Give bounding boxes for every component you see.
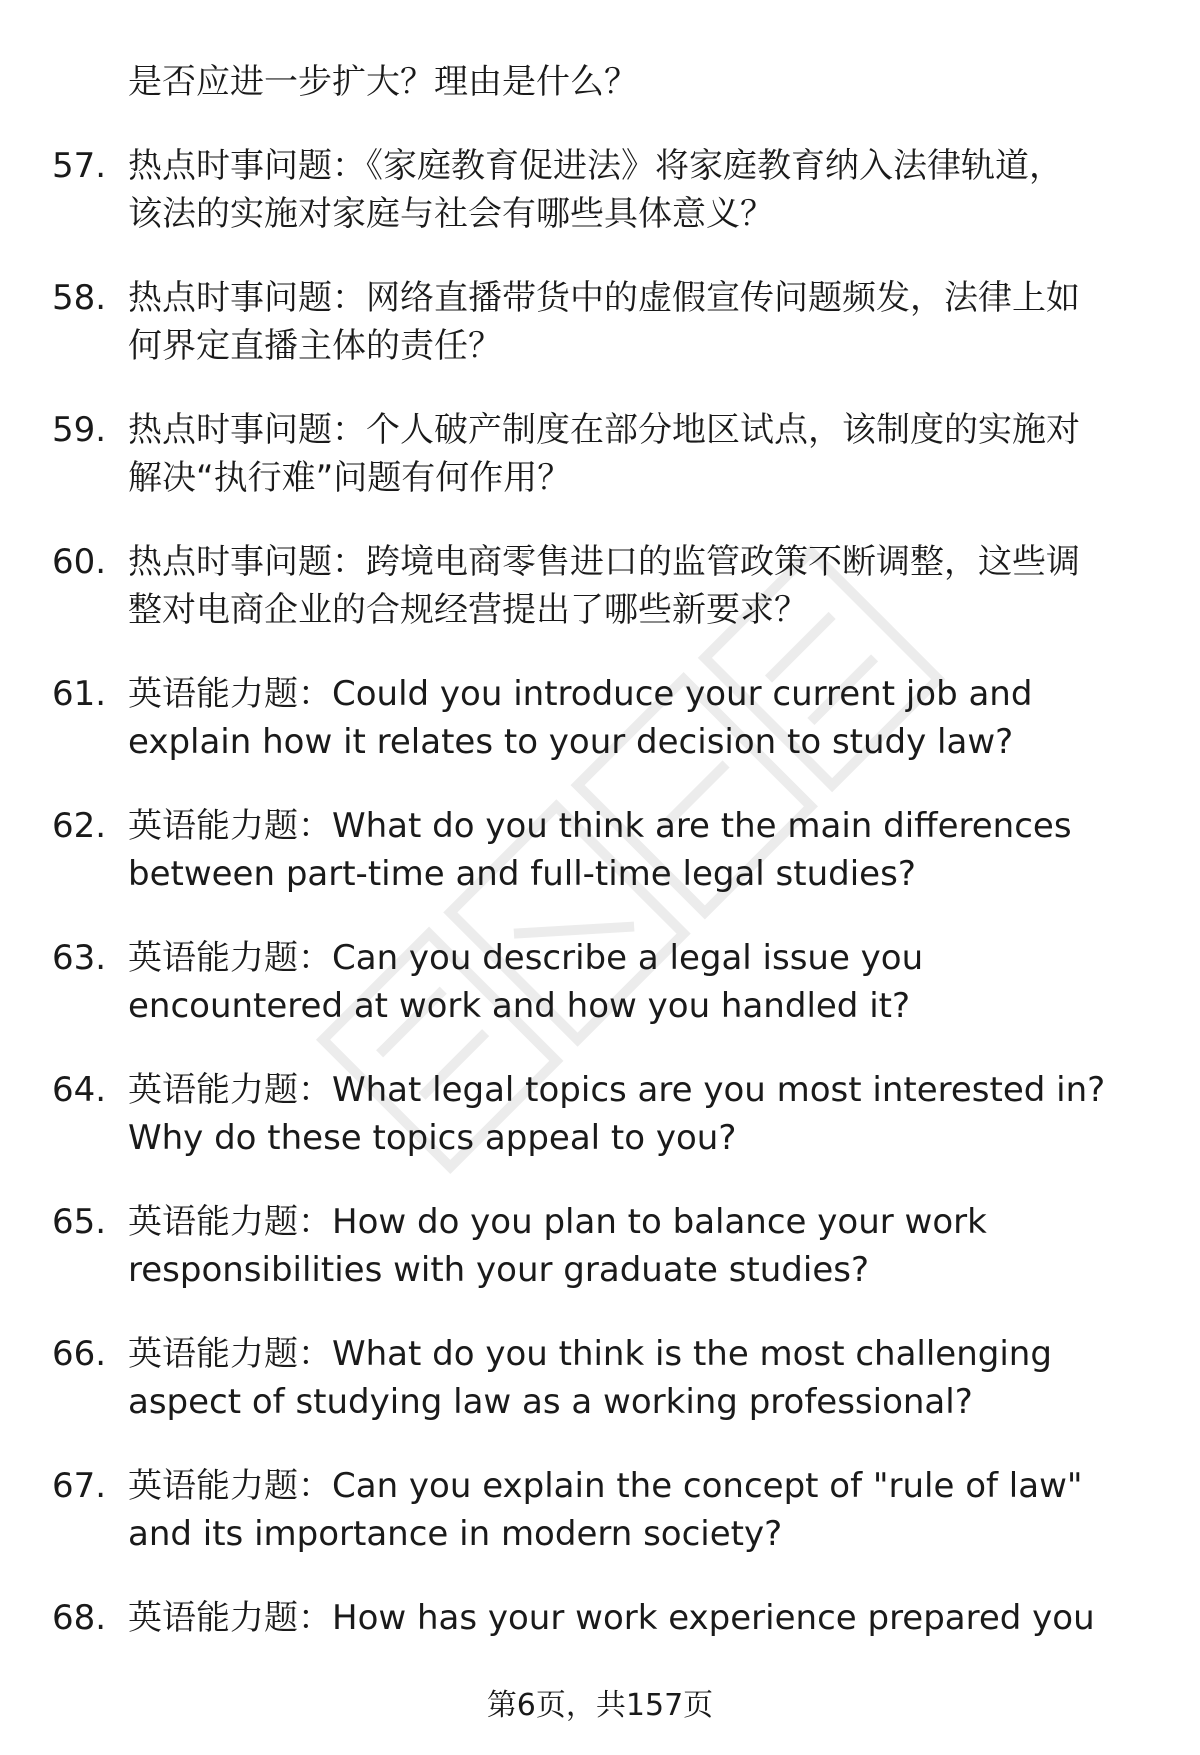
question-line: 英语能力题：Can you explain the concept of "rule of law" — [128, 1466, 1083, 1506]
question-number: 63. — [52, 938, 107, 978]
question-text — [128, 934, 1138, 1030]
question-line: 英语能力题：Can you describe a legal issue you — [128, 938, 924, 978]
question-text — [128, 274, 1138, 370]
question-number: 68. — [52, 1598, 107, 1638]
question-line: Why do these topics appeal to you? — [128, 1118, 737, 1158]
question-number: 62. — [52, 806, 107, 846]
question-line: 英语能力题：What legal topics are you most interested in? — [128, 1070, 1106, 1110]
page-footer: 第6页，共157页 — [486, 1688, 714, 1723]
question-line: 热点时事问题：跨境电商零售进口的监管政策不断调整，这些调 — [128, 542, 1080, 582]
question-text — [128, 670, 1138, 766]
question-text — [128, 1462, 1138, 1558]
question-line: explain how it relates to your decision to study law? — [128, 722, 1014, 762]
question-line: encountered at work and how you handled it? — [128, 986, 911, 1026]
question-item — [0, 1066, 1200, 1198]
question-text — [128, 538, 1138, 634]
question-number: 58. — [52, 278, 107, 318]
question-item — [0, 538, 1200, 670]
question-text — [128, 1594, 1138, 1642]
question-line: 该法的实施对家庭与社会有哪些具体意义？ — [128, 194, 774, 234]
question-line: 英语能力题：How has your work experience prepared you — [128, 1598, 1095, 1638]
question-line: responsibilities with your graduate studies? — [128, 1250, 870, 1290]
question-56-continuation: 是否应进一步扩大？理由是什么？ — [128, 62, 638, 102]
question-number: 59. — [52, 410, 107, 450]
question-line: 解决“执行难”问题有何作用？ — [128, 458, 572, 498]
question-line: between part-time and full-time legal studies? — [128, 854, 916, 894]
question-text — [128, 802, 1138, 898]
question-text — [128, 1198, 1138, 1294]
question-number: 57. — [52, 146, 107, 186]
question-item — [0, 142, 1200, 274]
question-text — [128, 1066, 1138, 1162]
question-line: 热点时事问题：《家庭教育促进法》将家庭教育纳入法律轨道， — [128, 146, 1063, 186]
question-item — [0, 274, 1200, 406]
question-text — [128, 1330, 1138, 1426]
question-line: aspect of studying law as a working professional? — [128, 1382, 973, 1422]
question-text — [128, 142, 1138, 238]
question-number: 65. — [52, 1202, 107, 1242]
question-item — [0, 1330, 1200, 1462]
question-line: 英语能力题：How do you plan to balance your work — [128, 1202, 987, 1242]
question-item — [0, 934, 1200, 1066]
question-line: 英语能力题：What do you think are the main differences — [128, 806, 1072, 846]
question-item — [0, 670, 1200, 802]
question-number: 64. — [52, 1070, 107, 1110]
question-number: 67. — [52, 1466, 107, 1506]
question-line: and its importance in modern society? — [128, 1514, 783, 1554]
question-line: 热点时事问题：个人破产制度在部分地区试点，该制度的实施对 — [128, 410, 1080, 450]
question-number: 61. — [52, 674, 107, 714]
question-item — [0, 1198, 1200, 1330]
question-number: 66. — [52, 1334, 107, 1374]
question-item — [0, 406, 1200, 538]
question-line: 英语能力题：What do you think is the most challenging — [128, 1334, 1052, 1374]
question-line: 何界定直播主体的责任？ — [128, 326, 502, 366]
question-text — [128, 406, 1138, 502]
question-list — [0, 142, 1200, 1726]
question-line: 英语能力题：Could you introduce your current job and — [128, 674, 1033, 714]
question-line: 整对电商企业的合规经营提出了哪些新要求？ — [128, 590, 808, 630]
question-item — [0, 802, 1200, 934]
question-number: 60. — [52, 542, 107, 582]
question-line: 热点时事问题：网络直播带货中的虚假宣传问题频发，法律上如 — [128, 278, 1080, 318]
question-item — [0, 1462, 1200, 1594]
